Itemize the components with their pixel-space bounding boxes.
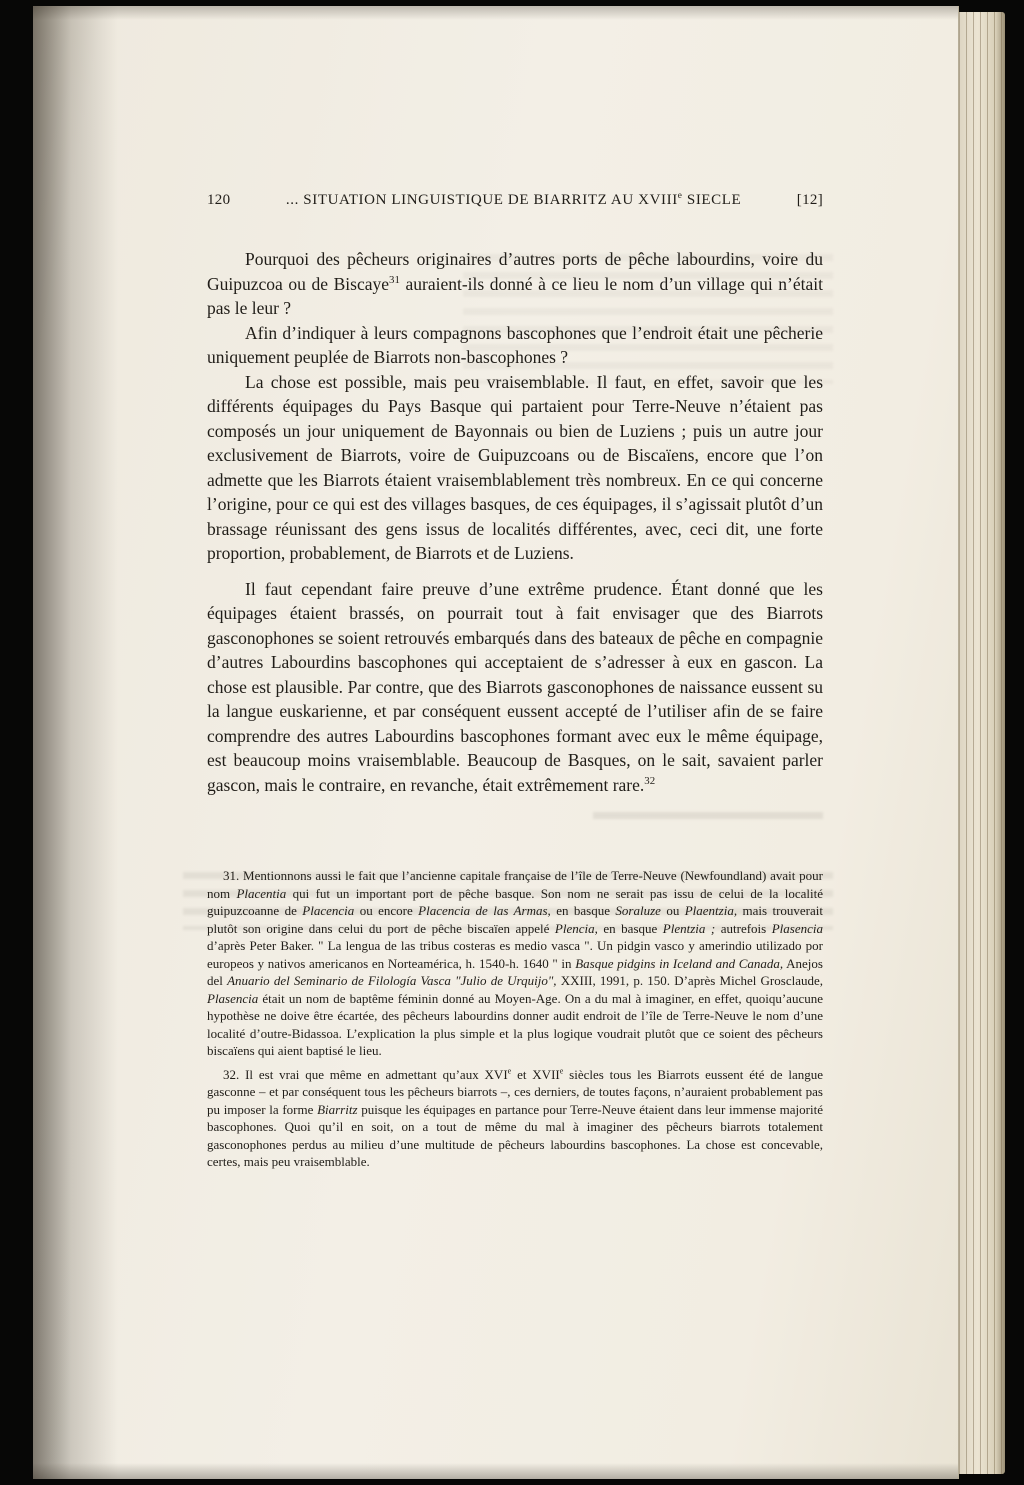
footnotes [207, 867, 823, 1171]
paragraph: Il faut cependant faire preuve d’une extrême prudence. Étant donné que les équipages étaient brassés, on pourrait tout à fait envisager que des Biarrots gasconophones se soient retrouvés embarqués dans des bateaux de pêche en compagnie d’autres Labourdins bascophones qui acceptaient de s’adresser à eux en gascon. La chose est plausible. Par contre, que des Biarrots gasconophones de naissance eussent su la langue euskarienne, et par conséquent eussent accepté de l’utiliser afin de se faire comprendre des autres Labourdins bascophones formant avec eux le même équipage, est beaucoup moins vraisemblable. Beaucoup de Basques, on le sait, savaient parler gascon, mais le contraire, en revanche, était extrêmement rare.$^{32}$ [207, 578, 823, 795]
paragraph: Pourquoi des pêcheurs originaires d’autres ports de pêche labourdins, voire du Guipuzcoa ou de Biscaye$^{31}$ auraient-ils donné à ce lieu le nom d’un village qui n’était pas le leur ? [207, 249, 824, 318]
paragraph: Afin d’indiquer à leurs compagnons bascophones que l’endroit était une pêcherie uniquement peuplée de Biarrots non-bascophones ? [207, 322, 823, 367]
running-title: ... SITUATION LINGUISTIQUE DE BIARRITZ AU XVIIIe SIECLE [285, 191, 742, 208]
gutter-shadow [33, 6, 118, 1479]
page-number: 120 [207, 192, 231, 208]
main-text [207, 247, 823, 797]
book-page [33, 6, 959, 1479]
paragraph: La chose est possible, mais peu vraisemblable. Il faut, en effet, savoir que les différents équipages du Pays Basque qui partaient pour Terre-Neuve n’étaient pas composés un jour uniquement de Bayonnais ou bien de Luziens ; puis un autre jour exclusivement de Biarrots, voire de Guipuzcoans ou de Biscaïens, encore que l’on admette que les Biarrots étaient vraisemblablement très nombreux. En ce qui concerne l’origine, pour ce qui est des villages basques, de ces équipages, il s’agissait plutôt d’un brassage réunissant des gens issus de localités différentes, avec, ceci dit, une forte proportion, probablement, de Biarrots et de Luziens. [207, 371, 823, 563]
printed-column [207, 6, 823, 1177]
footnote-32: 32. Il est vrai que même en admettant qu’aux XVIe et XVIIe siècles tous les Biarrots eussent été de langue gasconne – et par conséquent tous les pêcheurs biarrots –, ces derniers, de toutes façons, n’auraient probablement pas pu imposer la forme Biarritz puisque les équipages en partance pour Terre-Neuve étaient dans leur immense majorité bascophones. Quoi qu’il en soit, on a tout de même du mal à imaginer des pêcheurs biarrots totalement gasconophones perdus au milieu d’une multitude de pêcheurs labourdins bascophones. La chose est concevable, certes, mais peu vraisemblable. [207, 1066, 823, 1169]
running-header [207, 192, 823, 209]
column-reference: [12] [796, 192, 823, 208]
footnote-31: 31. Mentionnons aussi le fait que l’ancienne capitale française de l’île de Terre-Neuve (Newfoundland) avait pour nom Placentia qui fut un important port de pêche basque. Son nom ne serait pas issu de celui de la localité guipuzcoanne de Placencia ou encore Placencia de las Armas, en basque Soraluze ou Plaentzia, mais trouverait plutôt son origine dans celui du port de pêche biscaïen appelé Plencia, en basque Plentzia ; autrefois Plasencia d’après Peter Baker. " La lengua de las tribus costeras es medio vasca ". Un pidgin vasco y amerindio utilizado por europeos y nativos americanos en Norteamérica, h. 1540-h. 1640 " in Basque pidgins in Iceland and Canada, Anejos del Anuario del Seminario de Filología Vasca "Julio de Urquijo", XXIII, 1991, p. 150. D’après Michel Grosclaude, Plasencia était un nom de baptême féminin donné au Moyen-Age. On a du mal à imaginer, en effet, quoiqu’aucune hypothèse ne doive être écartée, des pêcheurs labourdins donner audit endroit de l’île de Terre-Neuve le nom d’une localité d’outre-Bidassoa. L’explication la plus simple et la plus logique voudrait plutôt que ce soient des pêcheurs biscaïens qui aient baptisé le lieu. [207, 868, 824, 1058]
page-edge-stack [959, 12, 1005, 1474]
bottom-edge-shadow [33, 1463, 958, 1479]
